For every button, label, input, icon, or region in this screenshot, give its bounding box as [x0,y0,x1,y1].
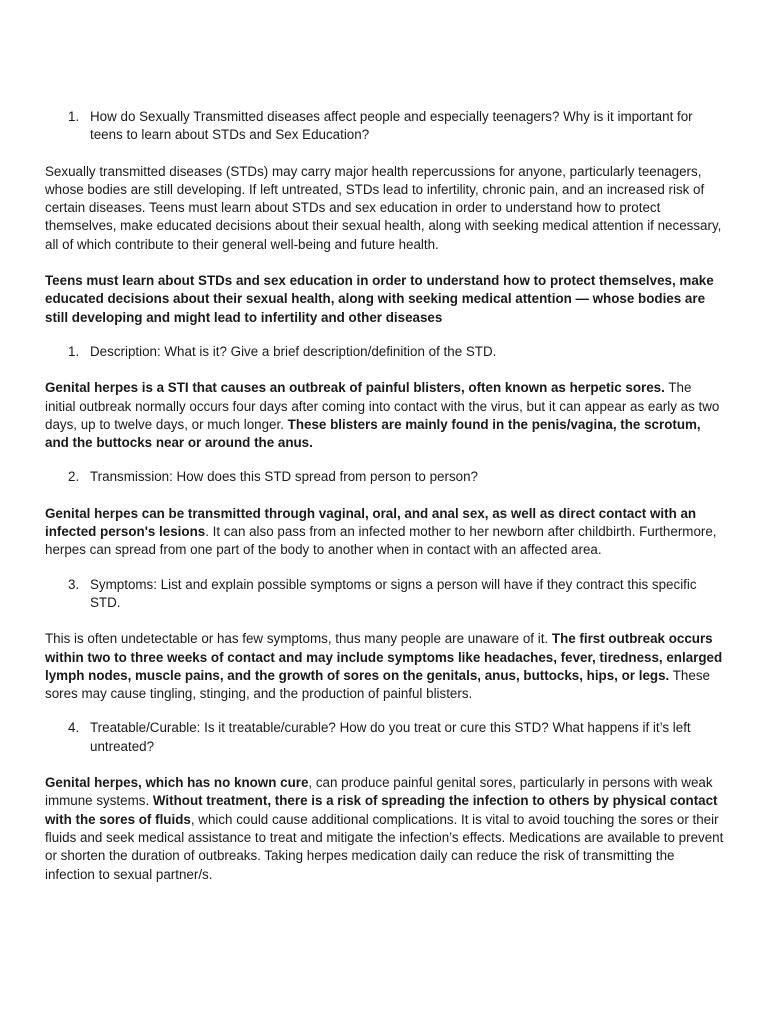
question-item [45,468,725,486]
bold-text: The first outbreak occurs within two to three weeks of contact and may include symptoms like headaches, fever, tiredness, enlarged lymph nodes, muscle pains, and the growth of sores on the genitals, anus, buttocks, hips, or legs. [45,631,723,683]
plain-text: These sores may cause tingling, stinging, and the production of painful blisters. [45,667,710,702]
question-number: 4. [68,720,80,736]
plain-text: This is often undetectable or has few symptoms, thus many people are unaware of it. [45,631,552,647]
answer-paragraph [45,505,725,560]
bold-text: These blisters are mainly found in the penis/vagina, the scrotum, and the buttocks near or around the anus. [45,416,701,451]
bold-text: Genital herpes is a STI that causes an outbreak of painful blisters, often known as herpetic sores. [45,380,665,396]
plain-text: , can produce painful genital sores, particularly in persons with weak immune systems. [45,775,713,809]
question-text: Symptoms: List and explain possible symptoms or signs a person will have if they contract this specific STD. [90,576,697,610]
question-number: 1. [68,343,80,359]
answer-paragraph [45,630,725,703]
question-text: Description: What is it? Give a brief description/definition of the STD. [90,343,497,359]
question-number: 3. [68,576,80,592]
question-item [45,343,725,361]
document-page [45,108,725,884]
plain-text: . It can also pass from an infected mother to her newborn after childbirth. Furthermore, herpes can spread from one part of the body to another when in contact with an affected area. [45,524,717,558]
question-text: Treatable/Curable: Is it treatable/curable? How do you treat or cure this STD? What happens if it’s left untreated? [90,720,691,754]
plain-text: The initial outbreak normally occurs four days after coming into contact with the virus, but it can appear as early as two days, up to twelve days, or much longer. [45,380,720,432]
question-text: How do Sexually Transmitted diseases affect people and especially teenagers? Why is it important for teens to learn about STDs and Sex Education? [90,109,693,143]
bold-text: Teens must learn about STDs and sex education in order to understand how to protect themselves, make educated decisions about their sexual health, along with seeking medical attention — whose bodies are still developing and might lead to infertility and other diseases [45,273,714,325]
question-number: 2. [68,469,80,485]
question-number: 1. [68,109,80,124]
summary-paragraph [45,272,725,327]
answer-paragraph: Sexually transmitted diseases (STDs) may carry major health repercussions for anyone, particularly teenagers, whose bodies are still developing. If left untreated, STDs lead to infertility, chronic pain, and an increased risk of certain diseases. Teens must learn about STDs and sex education in order to understand how to protect themselves, make educated decisions about their sexual health, along with seeking medical attention if necessary, all of which contribute to their general well-being and future health. [45,163,722,252]
question-text: Transmission: How does this STD spread from person to person? [90,469,478,485]
plain-text: , which could cause additional complications. It is vital to avoid touching the sores or their fluids and seek medical assistance to treat and mitigate the infection’s effects. Medications are available to prevent or shorten the duration of outbreaks. Taking herpes medication daily can reduce the risk of transmitting the infection to sexual partner/s. [45,811,724,882]
bold-text: Genital herpes can be transmitted through vaginal, oral, and anal sex, as well as direct contact with an infected person's lesions [45,505,697,540]
bold-text: Without treatment, there is a risk of spreading the infection to others by physical contact with the sores of fluids [45,793,718,827]
bold-text: Genital herpes, which has no known cure [45,775,309,791]
answer-paragraph [45,774,725,884]
answer-paragraph [45,379,725,452]
question-item [45,576,725,613]
question-item [45,108,725,145]
question-item [45,719,725,756]
